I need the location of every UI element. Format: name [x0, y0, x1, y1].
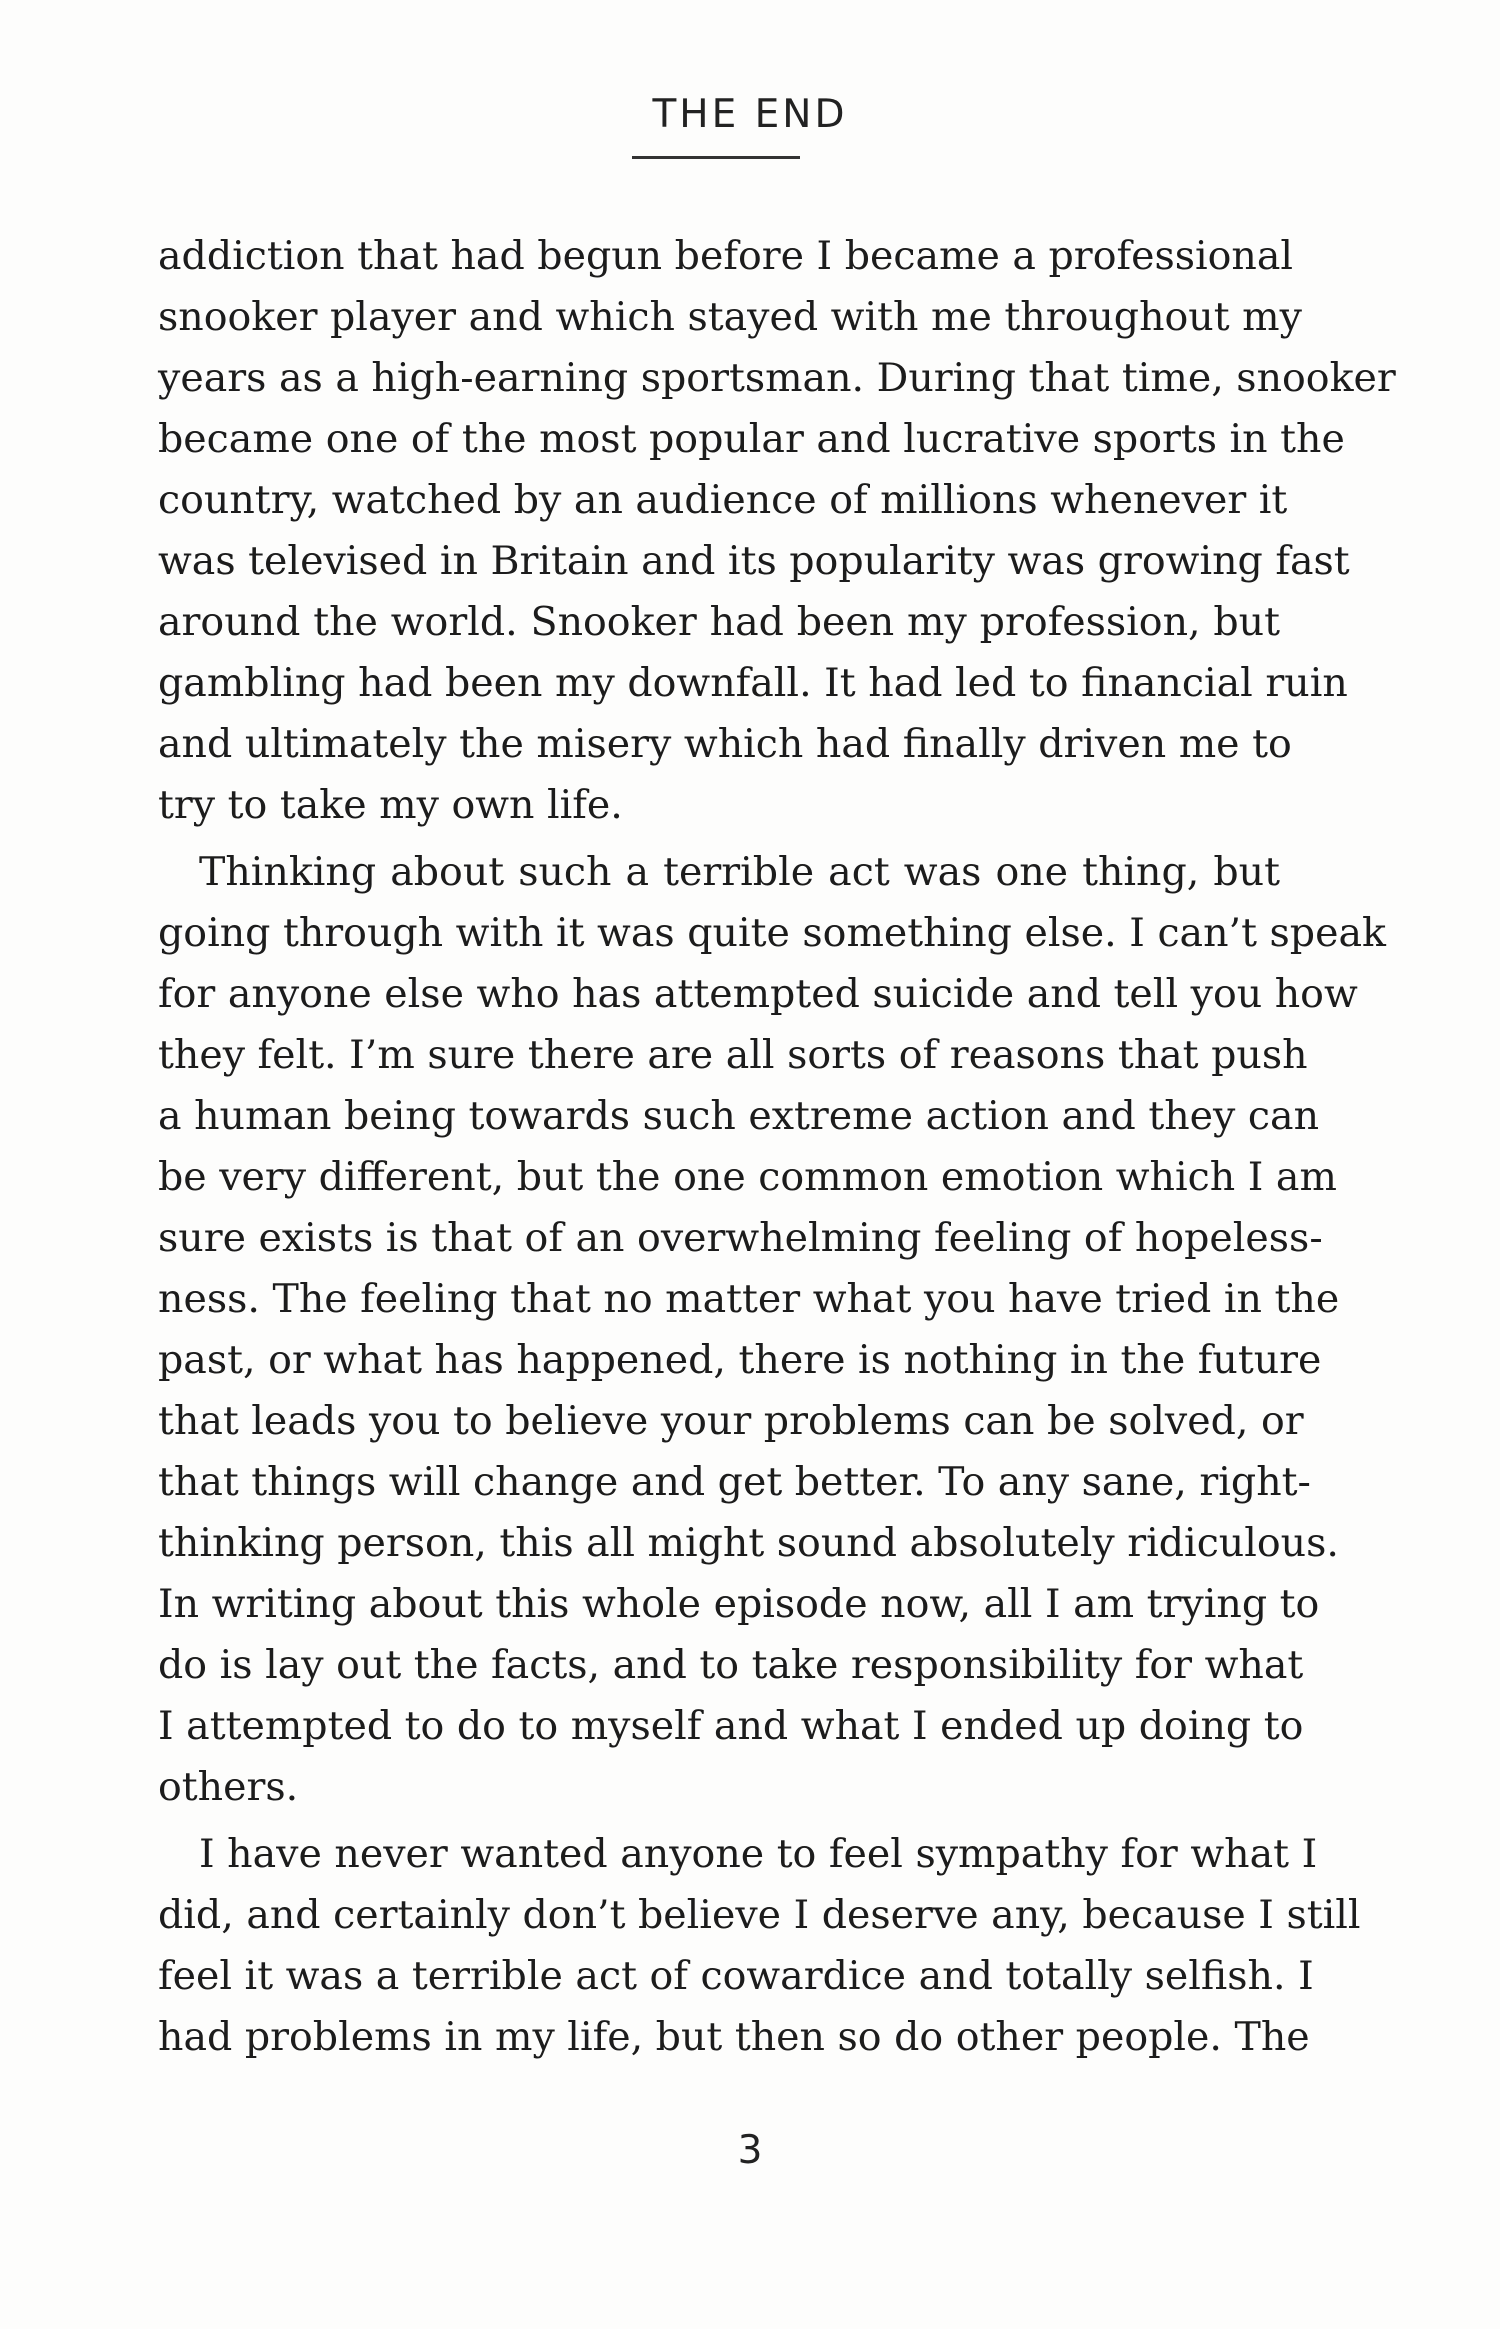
text-line: ness. The feeling that no matter what you have tried in the — [158, 1276, 1340, 1322]
text-line: In writing about this whole episode now, all I am trying to — [158, 1581, 1320, 1627]
text-line: feel it was a terrible act of cowardice and totally selfish. I — [158, 1953, 1314, 1999]
text-line: that things will change and get better. To any sane, right- — [158, 1459, 1311, 1505]
text-line: thinking person, this all might sound absolutely ridiculous. — [158, 1520, 1339, 1566]
text-line: became one of the most popular and lucrative sports in the — [158, 416, 1345, 462]
text-line: snooker player and which stayed with me throughout my — [158, 294, 1302, 340]
running-head: THE END — [652, 92, 848, 137]
text-line: I have never wanted anyone to feel sympathy for what I — [199, 1831, 1318, 1877]
text-line: years as a high-earning sportsman. During that time, snooker — [158, 355, 1396, 401]
text-line: gambling had been my downfall. It had led to financial ruin — [158, 660, 1348, 706]
text-line: they felt. I’m sure there are all sorts of reasons that push — [158, 1032, 1308, 1078]
text-line: and ultimately the misery which had finally driven me to — [158, 721, 1292, 767]
page-number: 3 — [737, 2128, 763, 2173]
paragraph — [158, 226, 1396, 836]
text-line: around the world. Snooker had been my profession, but — [158, 599, 1280, 645]
text-line: did, and certainly don’t believe I deserve any, because I still — [158, 1892, 1361, 1938]
running-head-rule — [632, 156, 800, 159]
text-line: country, watched by an audience of millions whenever it — [158, 477, 1288, 523]
text-line: addiction that had begun before I became a professional — [158, 233, 1294, 279]
text-line: do is lay out the facts, and to take responsibility for what — [158, 1642, 1304, 1688]
text-line: Thinking about such a terrible act was one thing, but — [199, 849, 1280, 895]
paragraph — [158, 1824, 1361, 2068]
text-line: for anyone else who has attempted suicide and tell you how — [158, 971, 1358, 1017]
text-line: going through with it was quite something else. I can’t speak — [158, 910, 1386, 956]
body-text — [158, 226, 1396, 2068]
text-line: try to take my own life. — [158, 782, 623, 828]
text-line: had problems in my life, but then so do other people. The — [158, 2014, 1310, 2060]
text-line: others. — [158, 1764, 299, 1810]
text-line: sure exists is that of an overwhelming feeling of hopeless- — [158, 1215, 1323, 1261]
text-line: I attempted to do to myself and what I ended up doing to — [158, 1703, 1304, 1749]
text-line: a human being towards such extreme action and they can — [158, 1093, 1320, 1139]
text-line: that leads you to believe your problems can be solved, or — [158, 1398, 1304, 1444]
text-line: past, or what has happened, there is nothing in the future — [158, 1337, 1322, 1383]
text-line: be very different, but the one common emotion which I am — [158, 1154, 1337, 1200]
paragraph — [158, 842, 1386, 1818]
text-line: was televised in Britain and its popularity was growing fast — [158, 538, 1350, 584]
